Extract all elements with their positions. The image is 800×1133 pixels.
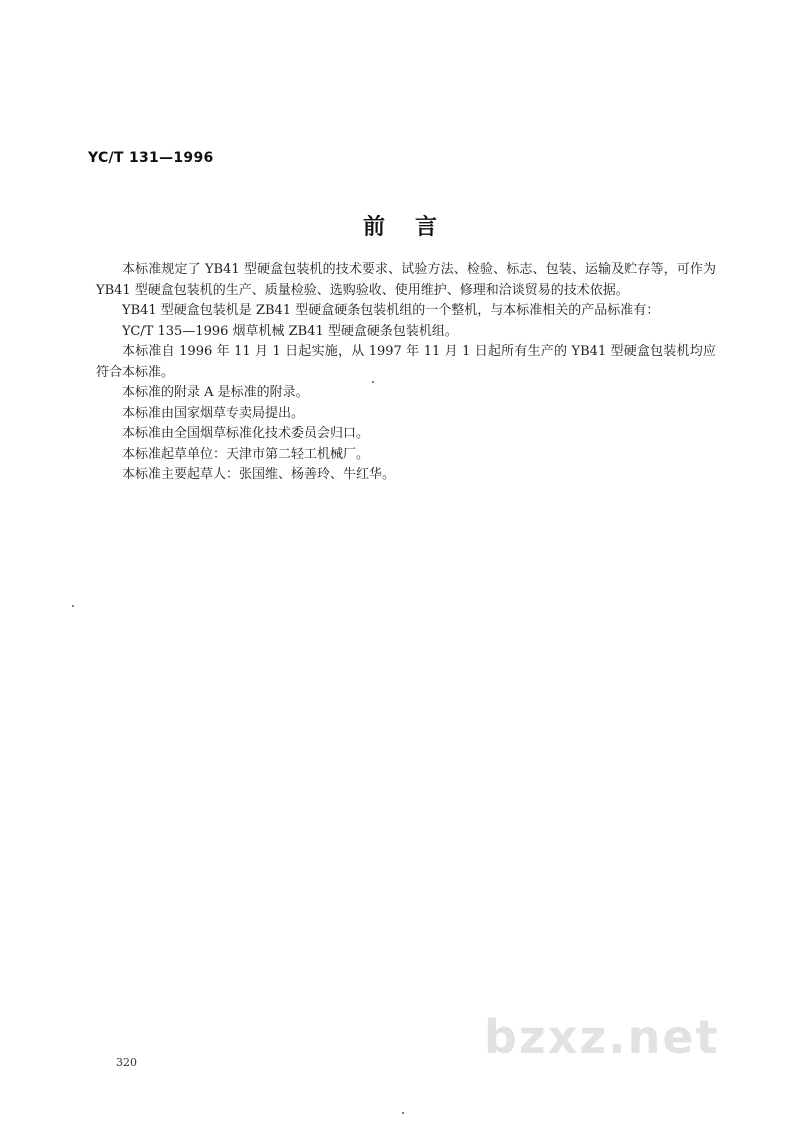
page-number: 320 — [116, 1056, 137, 1069]
paragraph-drafters: 本标准主要起草人：张国维、杨善玲、牛红华。 — [122, 467, 396, 482]
paragraph-related-standards: YB41 型硬盒包装机是 ZB41 型硬盒硬条包装机组的一个整机，与本标准相关的产品标准有： — [122, 303, 660, 318]
paragraph-standard-reference: YC/T 135—1996 烟草机械 ZB41 型硬盒硬条包装机组。 — [122, 323, 458, 339]
paragraph-scope: 本标准规定了 YB41 型硬盒包装机的技术要求、试验方法、检验、标志、包装、运输及贮存等，可作为 YB41 型硬盒包装机的生产、质量检验、选购验收、使用维护、修理和洽谈贸易的技术依据。 — [96, 262, 716, 298]
scan-speck — [72, 605, 74, 607]
watermark-logo: bzxz.net — [484, 1010, 720, 1064]
paragraph-committee: 本标准由全国烟草标准化技术委员会归口。 — [122, 426, 370, 441]
page-title: 前言 — [362, 214, 467, 240]
paragraph-appendix: 本标准的附录 A 是标准的附录。 — [122, 385, 309, 400]
foreword-body — [96, 260, 716, 486]
paragraph-proposer: 本标准由国家烟草专卖局提出。 — [122, 405, 305, 421]
paragraph-drafting-unit: 本标准起草单位：天津市第二轻工机械厂。 — [122, 446, 370, 462]
standard-code: YC/T 131—1996 — [88, 150, 214, 166]
scan-speck — [372, 381, 374, 383]
paragraph-effective-date: 本标准自 1996 年 11 月 1 日起实施，从 1997 年 11 月 1 日起所有生产的 YB41 型硬盒包装机均应符合本标准。 — [96, 344, 716, 380]
scan-speck — [402, 1112, 404, 1114]
